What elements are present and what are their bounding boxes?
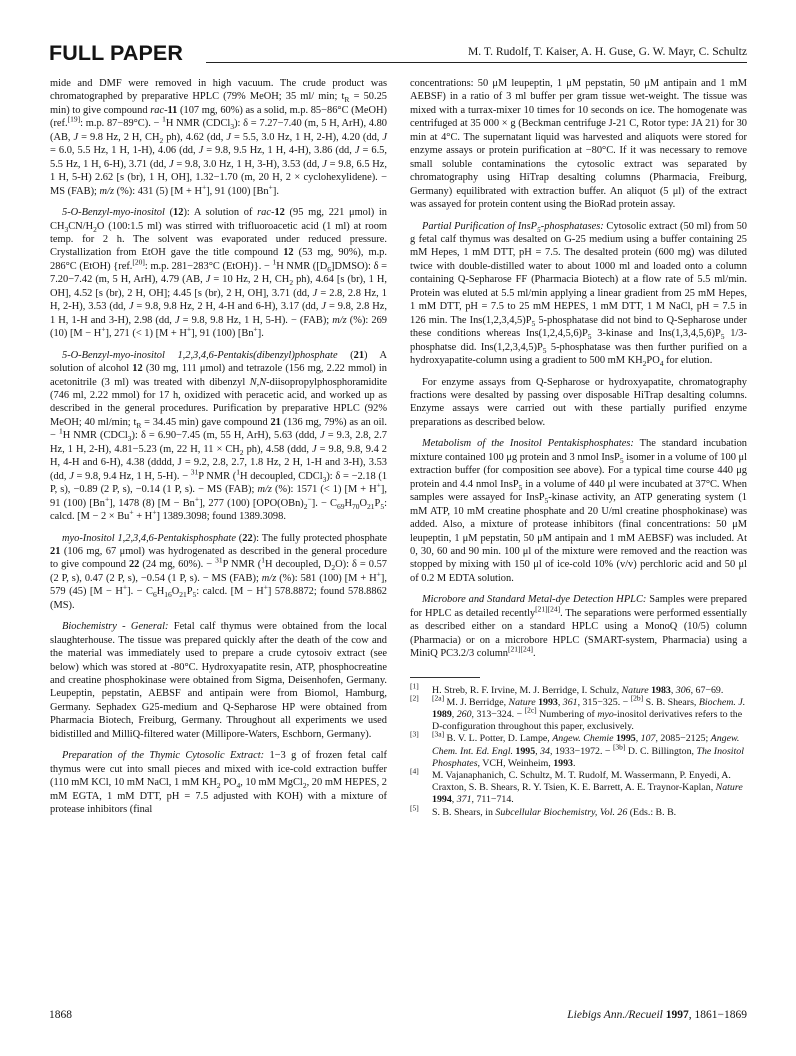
reference-text: [3a] B. V. L. Potter, D. Lampe, Angew. Chemie 1995, 107, 2085−2125; Angew. Chem. Int. Ed. Engl. 1995, 34, 1933−1972. − [3b] D. C. Billington, The Inositol Phosphates, VCH, Weinheim, 1993. — [432, 730, 744, 769]
left-paragraph-6: Preparation of the Thymic Cytosolic Extract: 1−3 g of frozen fetal calf thymus were cut into small pieces and mixed with ice-cold extraction buffer (110 mM KCl, 10 mM NaCl, 1 mM $KH_2$ $PO_4$, 10 mM MgCl$_2$, 20 mM HEPES, 2 mM EGTA, 1 mM DTT, pH = 7.5 adjusted with KOH) with a mixture of protease inhibitors (final — [50, 750, 388, 816]
reference-number: [2] — [410, 693, 419, 703]
references — [410, 677, 747, 819]
reference-text: M. Vajanaphanich, C. Schultz, M. T. Rudolf, M. Wassermann, P. Enyedi, A. Craxton, S. B. Shears, R. Y. Tsien, K. E. Barrett, A. E. Traynor-Kaplan, Nature 1994, 371, 711−714. — [432, 770, 743, 806]
right-paragraph-1: concentrations: 50 μM leupeptin, 1 μM pepstatin, 50 μM antipain and 1 mM AEBSF) in a ratio of 3 ml buffer per gram tissue wet-weight. The tissue was mixed with a turrax-mixer 10 times for 10 seconds on ice. The homogenate was centrifuged at 35 000 × g (Beckman centrifuge J-21 C, Rotor type: JA 21) for 30 min at 4°C. The supernatant liquid was harvested and aliquots were stored for enzyme assays or protein purification at −80°C. If it was necessary to remove small soluble contaminations the cytosolic extract was separated by chromatography using HiTrap desalting columns (Pharmacia, Freiburg, Germany) equilibrated with extraction buffer. An aliquot (5 μl) of the extract was assayed for protein content using the BioRad protein assay. — [410, 78, 747, 211]
section-label: FULL PAPER — [49, 41, 183, 65]
right-paragraph-5: Microbore and Standard Metal-dye Detection HPLC: Samples were prepared for HPLC as detailed recently[21][24]. The separations were performed essentially as described either on a standard HPLC using a MonoQ (10/5) column (Pharmacia) or on a microbore HPLC (SMART-system, Pharmacia) using a MiniQ PC3.2/3 column[21][24]. — [410, 594, 747, 660]
reference-item — [410, 681, 747, 697]
reference-item — [410, 730, 747, 770]
page-number: 1868 — [49, 1009, 72, 1021]
reference-text: S. B. Shears, in Subcellular Biochemistry, Vol. 26 (Eds.: B. B. — [432, 806, 677, 818]
left-column — [50, 77, 387, 817]
right-column — [410, 77, 747, 819]
journal-citation: Liebigs Ann./Recueil 1997, 1861−1869 — [567, 1009, 747, 1021]
reference-number: [1] — [410, 681, 419, 691]
reference-number: [5] — [410, 803, 419, 813]
left-paragraph-3: 5-O-Benzyl-myo-inositol 1,2,3,4,6-Pentakis(dibenzyl)phosphate (21) A solution of alcohol 12 (30 mg, 111 μmol) and tetrazole (156 mg, 2.22 mmol) in acetonitrile (3 ml) was treated with dibenzyl N,N-diisopropylphosphoramidite (746 ml, 2.22 mmol) for 17 h, oxidized with peracetic acid, and worked up as described in the general procedures. Purification by preparative HPLC (92% MeOH; 40 ml/min; $t_R = 34.45$ min) gave compound 21 (136 mg, 79%) as an oil. − $^1$H NMR (CDCl$_3$): δ = 6.90−7.45 (m, 55 H, ArH), 5.63 (ddd, J = 9.3, 2.8, 2.7 Hz, 1 H, 2-H), 4.81−5.23 (m, 22 H, $11 \times CH_2$ ph), 4.58 (ddd, J = 9.8, 9.8, 9.4 2 H, 4-H and 6-H), 4.38 (dddd, J = 9.2, 2.8, 2.7, 1.8 Hz, 2 H, 1-H and 3-H), 3.53 (dd, J = 9.8, 9.4 Hz, 1 H, 5-H). − $^{31}$P NMR ($^1$H decoupled, CDCl$_3$): δ = −2.18 (1 P, s), −0.89 (2 P, s), −0.14 (1 P, s). − MS (FAB); m/z (%): 1571 (< 1) [M + H+], 91 (100) [Bn+], 1478 (8) [M − Bn+], 277 (100) $[OPO(OBn)_2^-]$. − $C_{69}H_{70}O_{21}P_5$: calcd. [M − 2 × Bu+ + H+] 1389.3098; found 1389.3098. — [50, 349, 388, 523]
reference-number: [4] — [410, 766, 419, 776]
reference-number: [3] — [410, 730, 419, 740]
right-paragraph-2: Partial Purification of InsP$_5$-phosphatases: Cytosolic extract (50 ml) from 50 g fetal calf thymus was desalted on G-25 medium using a buffer containing 25 mM Hepes, 1 mM DTT, pH = 7.5. The desalted protein (600 mg) was diluted twice with double-distilled water to about 1000 ml and loaded onto a column containing Q-Sepharose FF (Pharmacia Biotech) at a flow rate of 5.5 ml/min. Protein was eluted at 5.5 ml/min applying a linear gradient from 25 mM Hepes, 1 mM DTT, pH = 7.5 to 25 mM HEPES, 1 mM DTT, 1 M NaCl, pH = 7.5 in 126 min. The $Ins(1,2,3,4,5)P_5$ 5-phosphatase did not bind to Q-Sepharose under these conditions whereas $Ins(1,2,4,5,6)P_5$ 3-kinase and $Ins(1,3,4,5,6)P_5$ 1/3-phosphatse did. $Ins(1,2,3,4,5)P_5$ 5-phosphatase was then further purified on a hydroxyapatite-column using a gradient to 500 mM $KH_2PO_4$ for elution. — [410, 220, 747, 369]
right-paragraph-4: Metabolism of the Inositol Pentakisphosphates: The standard incubation mixture contained 100 μg protein and 3 nmol InsP$_5$ isomer in a volume of 100 μl extraction buffer (for composition see above). For a typical time course 440 μg protein and 4.4 nmol InsP$_5$ in a volume of 440 μl were incubated at 37°C. When samples were assayed for InsP$_5$-kinase activity, an ATP generating system (1 mM ATP, 10 mM creatine phosphate and 20 U/ml creatine phosphokinase) was added. Also, a mixture of protease inhibitors (final concentrations: 50 μM leupeptin, 1 μM pepstatin, 50 μM antipain and 1 mM AEBSF) was included. At 0, 30, 60 and 90 min. 100 μl of the mixture were removed and the reaction was stopped by mixing with 150 μl of ice-cold 10% (v/v) perchloric acid and 50 μl of 0.2 M EDTA solution. — [410, 438, 747, 584]
reference-item — [410, 803, 747, 819]
running-authors: M. T. Rudolf, T. Kaiser, A. H. Guse, G. W. Mayr, C. Schultz — [462, 45, 747, 58]
left-paragraph-4: myo-Inositol 1,2,3,4,6-Pentakisphosphate (22): The fully protected phosphate 21 (106 mg, 67 μmol) was hydrogenated as described in the general procedure to give compound 22 (24 mg, 60%). − $^{31}$P NMR ($^1$H decoupled, $D_2O$): δ = 0.57 (2 P, s), 0.47 (2 P, s), −0.54 (1 P, s). − MS (FAB); m/z (%): 581 (100) [M + H+], 579 (45) [M − H+]. − $C_6H_{16}O_{21}P_5$: calcd. [M − H+] 578.8872; found 578.8862 (MS). — [50, 532, 387, 611]
left-paragraph-1: mide and DMF were removed in high vacuum. The crude product was chromatographed by preparative HPLC (79% MeOH; 35 ml/ min; $t_R = 50.25$ min) to give compound rac-11 (107 mg, 60%) as a solid, m.p. 85−86°C (MeOH) (ref.[19]: m.p. 87−89°C). − $^1$H NMR (CDCl$_3$): δ = 7.27−7.40 (m, 5 H, ArH), 4.80 (AB, J = 9.8 Hz, 2 H, $CH_2$ ph), 4.62 (dd, J = 5.5, 3.0 Hz, 1 H, 2-H), 4.20 (dd, J = 6.0, 5.5 Hz, 1 H, 1-H), 4.06 (dd, J = 9.8, 9.5 Hz, 1 H, 4-H), 3.86 (dd, J = 6.5, 5.5 Hz, 1 H, 6-H), 3.71 (dd, J = 9.8, 3.0 Hz, 1 H, 3-H), 3.53 (dd, J = 9.8, 6.5 Hz, 1 H, 5-H) 2.62 [s (br), 1 H, OH], 1.32−1.70 (m, 20 H, 2 × cyclohexylidene). − MS (FAB); m/z (%): 431 (5) [M + H+], 91 (100) [Bn+]. — [50, 78, 387, 197]
reference-text: [2a] M. J. Berridge, Nature 1993, 361, 315−325. − [2b] S. B. Shears, Biochem. J. 1989, 260, 313−324. − [2c] Numbering of myo-inositol derivatives refers to the D-configuration throughout this paper, exclusively. — [432, 693, 746, 733]
reference-text: H. Streb, R. F. Irvine, M. J. Berridge, I. Schulz, Nature 1983, 306, 67−69. — [432, 684, 724, 696]
reference-item — [410, 766, 747, 807]
running-header — [49, 40, 747, 66]
reference-item — [410, 693, 747, 734]
left-paragraph-5: Biochemistry - General: Fetal calf thymus were obtained from the local slaughterhouse. The tissue was prepared quickly after the death of the cow and the material was immediately used to prepare a crude cytosoiv extract (see below) which was stored at -80°C. Hydroxyapatite resin, ATP, phosphocreatine and creatine phosphokinase were obtained from Sigma, Deisenhofen, Germany. Leupeptin, pepstatin, AEBSF and antipain were from Biomol, Hamburg, Germany. Sephadex G25-medium and Q-Sepharose HP were obtained from Pharmacia Biotech, Freiburg, Germany. Throughout all experiments we used bidistilled and MilliQ-filtered water (Millipore-Waters, Eschborn, Germany). — [50, 621, 387, 740]
references-rule — [410, 677, 480, 678]
header-rule — [206, 62, 747, 63]
left-paragraph-2: 5-O-Benzyl-myo-inositol (12): A solution of rac-12 (95 mg, 221 μmol) in $CH_3CN/H_2O$ (100:1.5 ml) was stirred with trifluoroacetic acid (1 ml) at room temp. for 2 h. The solvent was evaporated under reduced pressure. Crystallization from EtOH gave the title compound 12 (53 mg, 90%), m.p. 286°C (EtOH) {ref.[20]: m.p. 281−283°C (EtOH)}. − $^1$H NMR $([D_6]DMSO)$: δ = 7.20−7.42 (m, 5 H, ArH), 4.79 (AB, J = 10 Hz, 2 H, $CH_2$ ph), 4.64 [s (br), 1 H, OH], 4.52 [s (br), 2 H, OH]; 4.45 [s (br), 2 H, OH], 3.71 (dd, J = 2.8, 2.8 Hz, 1 H, 2-H), 3.53 (dd, J = 9.8, 9.8 Hz, 2 H, 4-H and 6-H), 3.17 (dd, J = 9.8, 2.8 Hz, 1 H, 1-H and 3-H), 2.98 (dd, J = 9.8, 9.8 Hz, 1 H, 5-H). − (FAB); m/z (%): 269 (10) [M − H+], 271 (< 1) [M + H+], 91 (100) [Bn+]. — [50, 207, 388, 340]
right-paragraph-3: For enzyme assays from Q-Sepharose or hydroxyapatite, chromatography fractions were desalted by passing over disposable HiTrap desalting columns. Enzyme assays were carried out with these partially purified enzyme preparations as described below. — [410, 376, 747, 428]
